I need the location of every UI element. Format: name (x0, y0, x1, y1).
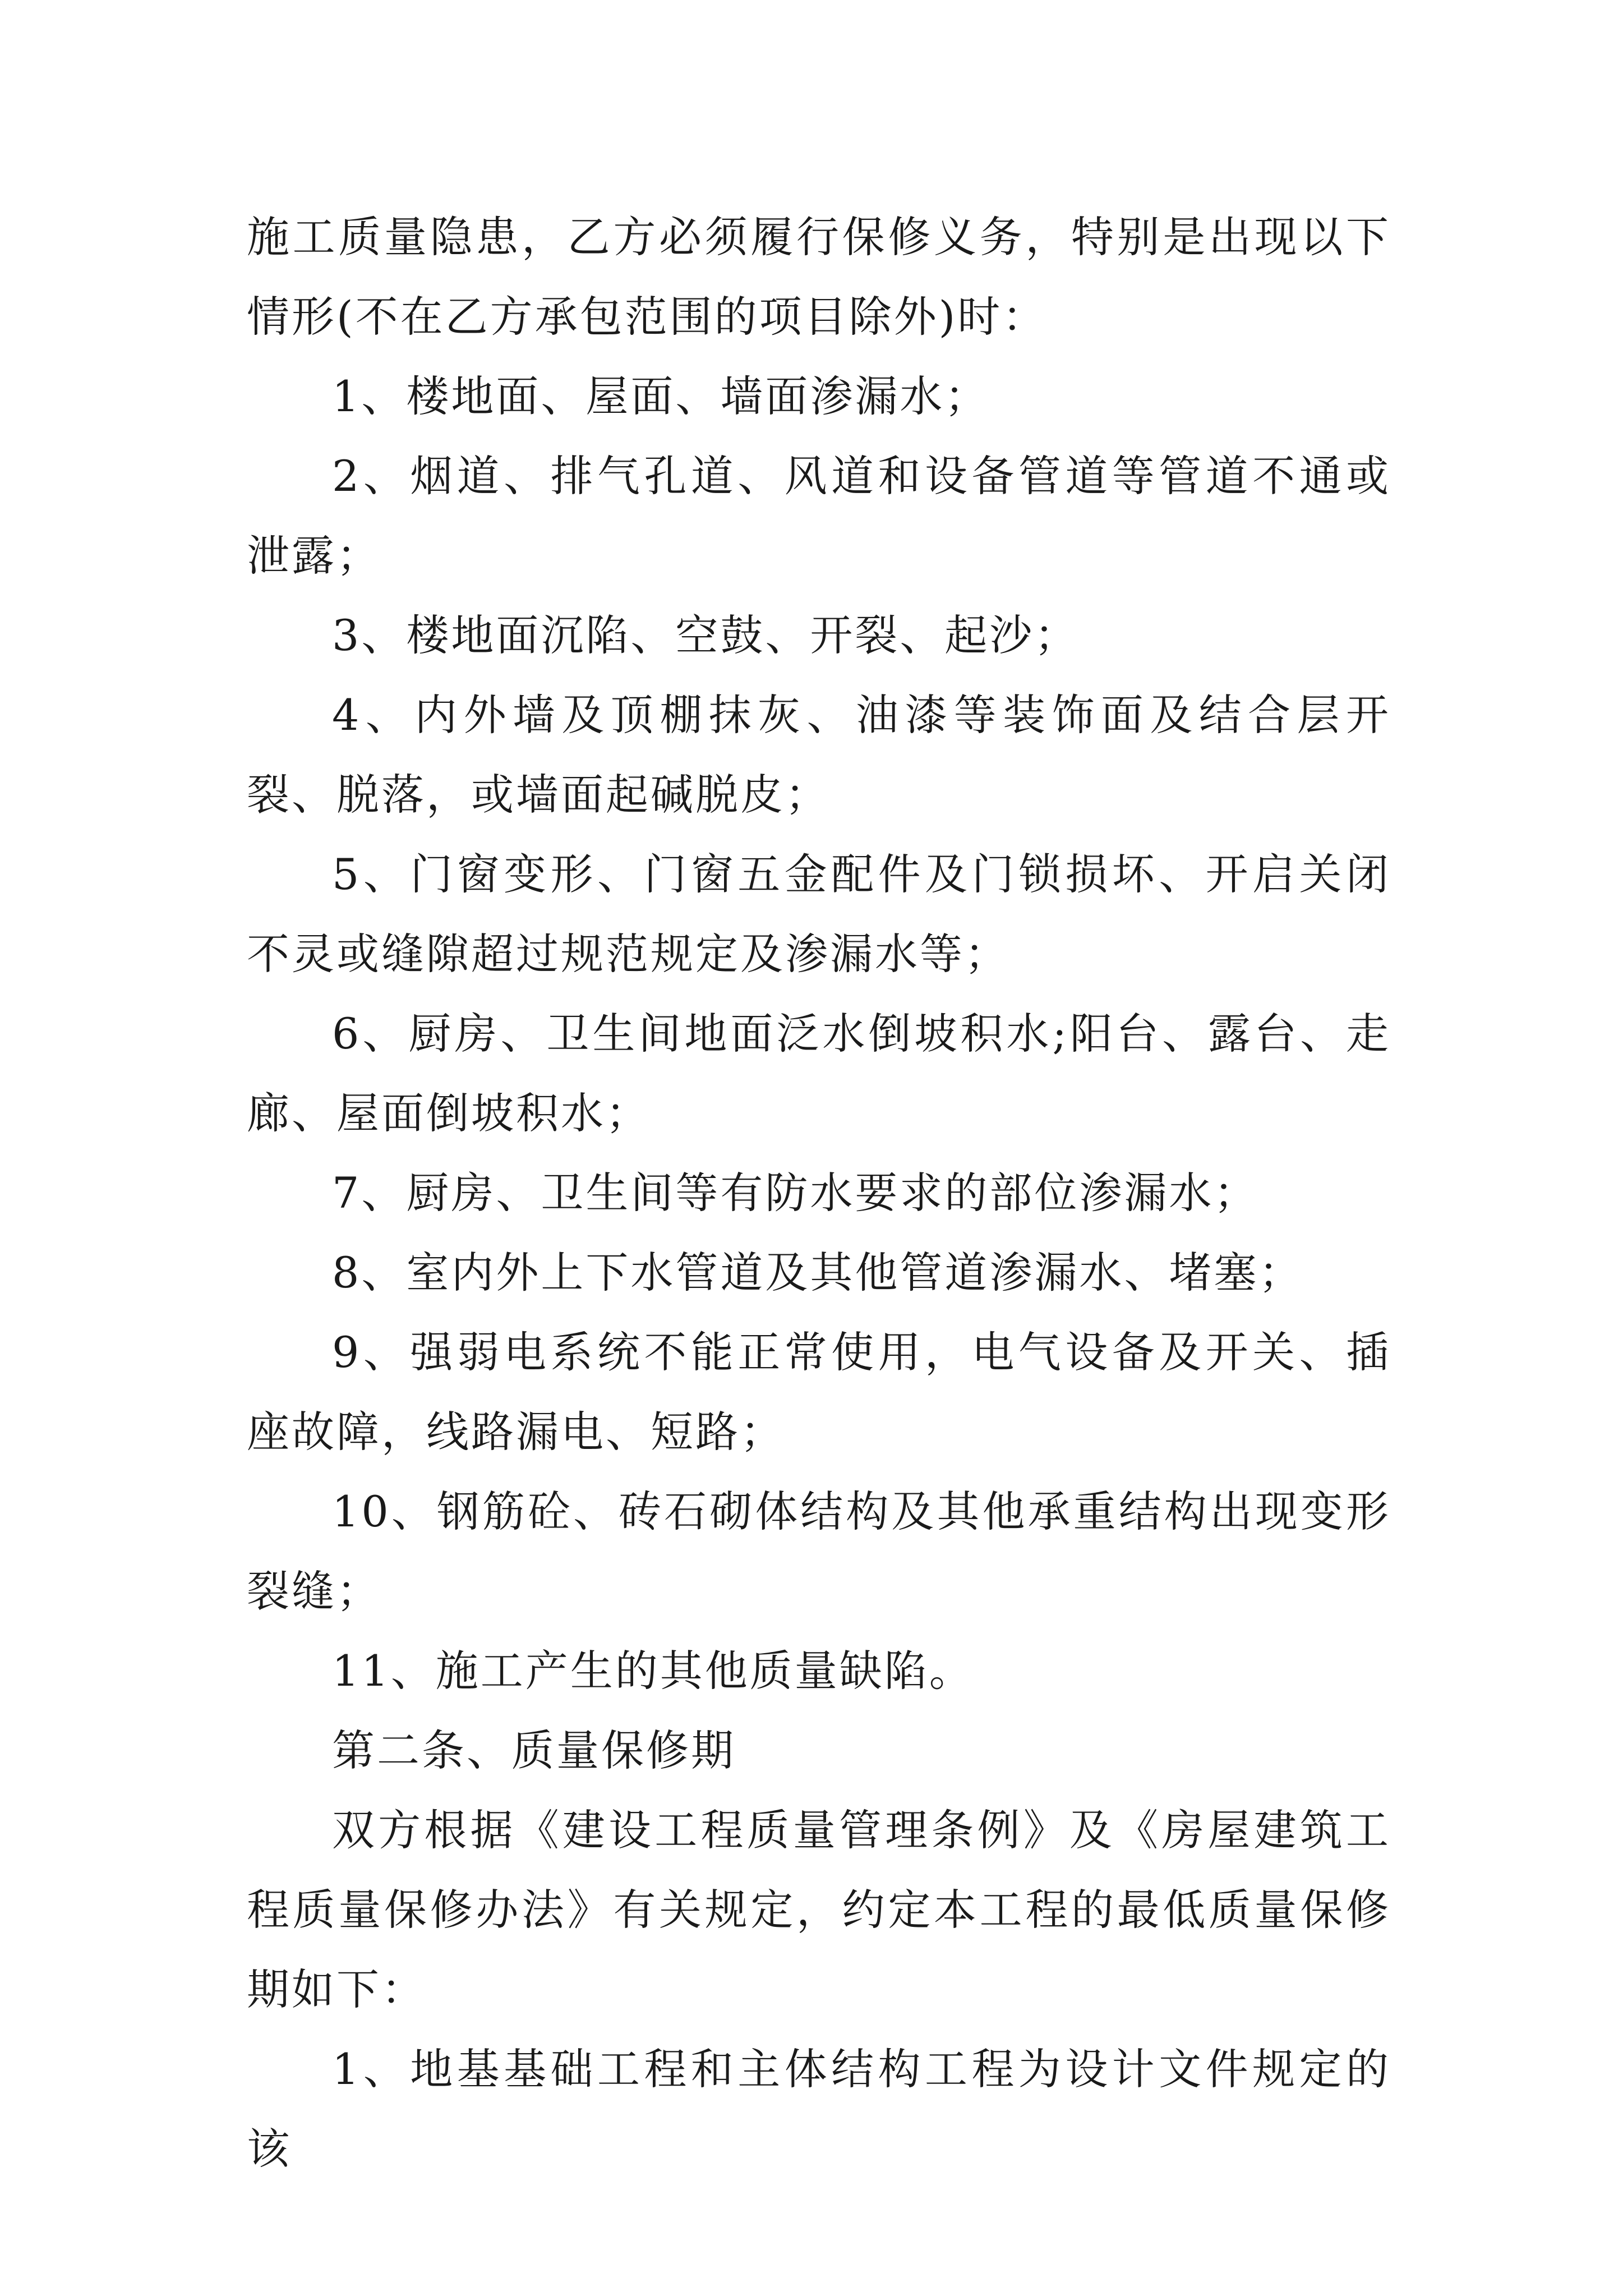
section-heading-article-2: 第二条、质量保修期 (332, 1726, 736, 1775)
list-item-11: 11、施工产生的其他质量缺陷。 (332, 1646, 974, 1696)
list-item-10: 10、钢筋砼、砖石砌体结构及其他承重结构出现变形裂缝； (247, 1487, 1391, 1616)
list-item-6: 6、厨房、卫生间地面泛水倒坡积水;阳台、露台、走廊、屋面倒坡积水； (247, 1009, 1391, 1138)
body-text (247, 197, 1391, 2189)
list-item-4: 4、内外墙及顶棚抹灰、油漆等装饰面及结合层开裂、脱落，或墙面起碱脱皮； (247, 690, 1391, 820)
list-item-2: 2、烟道、排气孔道、风道和设备管道等管道不通或泄露； (247, 451, 1391, 581)
paragraph-intro: 施工质量隐患，乙方必须履行保修义务，特别是出现以下情形(不在乙方承包范围的项目除外)时： (247, 212, 1391, 342)
warranty-item-1: 1、地基基础工程和主体结构工程为设计文件规定的该 (247, 2044, 1391, 2174)
list-item-9: 9、强弱电系统不能正常使用，电气设备及开关、插座故障，线路漏电、短路； (247, 1327, 1391, 1457)
list-item-8: 8、室内外上下水管道及其他管道渗漏水、堵塞； (332, 1248, 1304, 1297)
list-item-7: 7、厨房、卫生间等有防水要求的部位渗漏水； (332, 1168, 1259, 1218)
list-item-3: 3、楼地面沉陷、空鼓、开裂、起沙； (332, 610, 1080, 660)
list-item-5: 5、门窗变形、门窗五金配件及门锁损坏、开启关闭不灵或缝隙超过规范规定及渗漏水等； (247, 849, 1391, 979)
list-item-1: 1、楼地面、屋面、墙面渗漏水； (332, 371, 990, 421)
paragraph-warranty-basis: 双方根据《建设工程质量管理条例》及《房屋建筑工程质量保修办法》有关规定，约定本工程的最低质量保修期如下： (247, 1805, 1391, 2014)
